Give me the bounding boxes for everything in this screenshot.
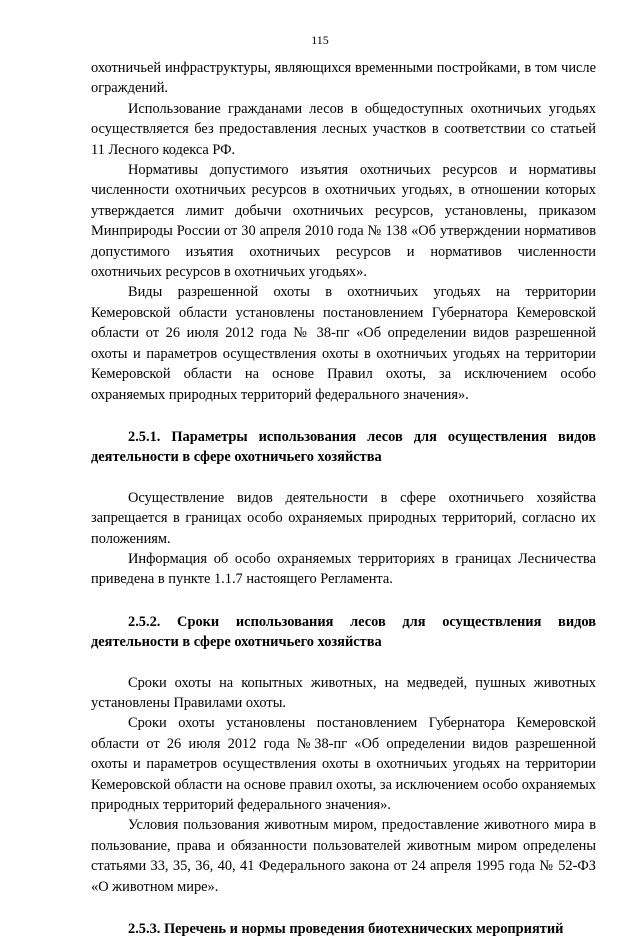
paragraph-hunting-terms-decree: Сроки охоты установлены постановлением Губернатора Кемеровской области от 26 июля 2012 года №38-пг «Об определении видов разрешенной охоты и параметров осуществления охоты в охотничьих угодьях на территории Кемеровской области на основе правил охоты, за исключением особо охраняемых природных территорий федерального значения». (91, 715, 596, 813)
paragraph-forest-use: Использование гражданами лесов в общедоступных охотничьих угодьях осуществляется без предоставления лесных участков в соответствии со статьей 11 Лесного кодекса РФ. (91, 100, 596, 158)
document-body (91, 58, 596, 939)
paragraph-hunting-types: Виды разрешенной охоты в охотничьих угодьях на территории Кемеровской области установлены постановлением Губернатора Кемеровской области от 26 июля 2012 года № 38-пг «Об определении видов разрешенной охоты и параметров осуществления охоты в охотничьих угодьях на территории Кемеровской области на основе Правил охоты, за исключением особо охраняемых природных территорий федерального значения». (91, 284, 596, 403)
paragraph-prohibition: Осуществление видов деятельности в сфере охотничьего хозяйства запрещается в границах особо охраняемых природных территорий, согласно их положениям. (91, 489, 596, 547)
page-number: 115 (311, 33, 329, 47)
section-heading-2-5-2: 2.5.2. Сроки использования лесов для осуществления видов деятельности в сфере охотничьего хозяйства (91, 613, 596, 651)
paragraph-protected-areas-info: Информация об особо охраняемых территориях в границах Лесничества приведена в пункте 1.1.7 настоящего Регламента. (91, 550, 596, 588)
section-heading-2-5-3: 2.5.3. Перечень и нормы проведения биотехнических мероприятий (128, 921, 564, 938)
paragraph-continuation: охотничьей инфраструктуры, являющихся временными постройками, в том числе ограждений. (91, 60, 596, 97)
paragraph-wildlife-use: Условия пользования животным миром, предоставление животного мира в пользование, права и обязанности пользователей животным миром определены статьями 33, 35, 36, 40, 41 Федерального закона от 24 апреля 1995 года № 52-ФЗ «О животном мире». (91, 817, 596, 895)
paragraph-hunting-terms: Сроки охоты на копытных животных, на медведей, пушных животных установлены Правилами охоты. (91, 674, 596, 711)
section-heading-2-5-1: 2.5.1. Параметры использования лесов для осуществления видов деятельности в сфере охотничьего хозяйства (91, 428, 596, 466)
paragraph-norms: Нормативы допустимого изъятия охотничьих ресурсов и нормативы численности охотничьих ресурсов в охотничьих угодьях, в отношении которых утверждается лимит добычи охотничьих ресурсов, установлены, приказом Минприроды России от 30 апреля 2010 года № 138 «Об утверждении нормативов допустимого изъятия охотничьих ресурсов и нормативов численности охотничьих ресурсов в охотничьих угодьях». (91, 162, 596, 281)
